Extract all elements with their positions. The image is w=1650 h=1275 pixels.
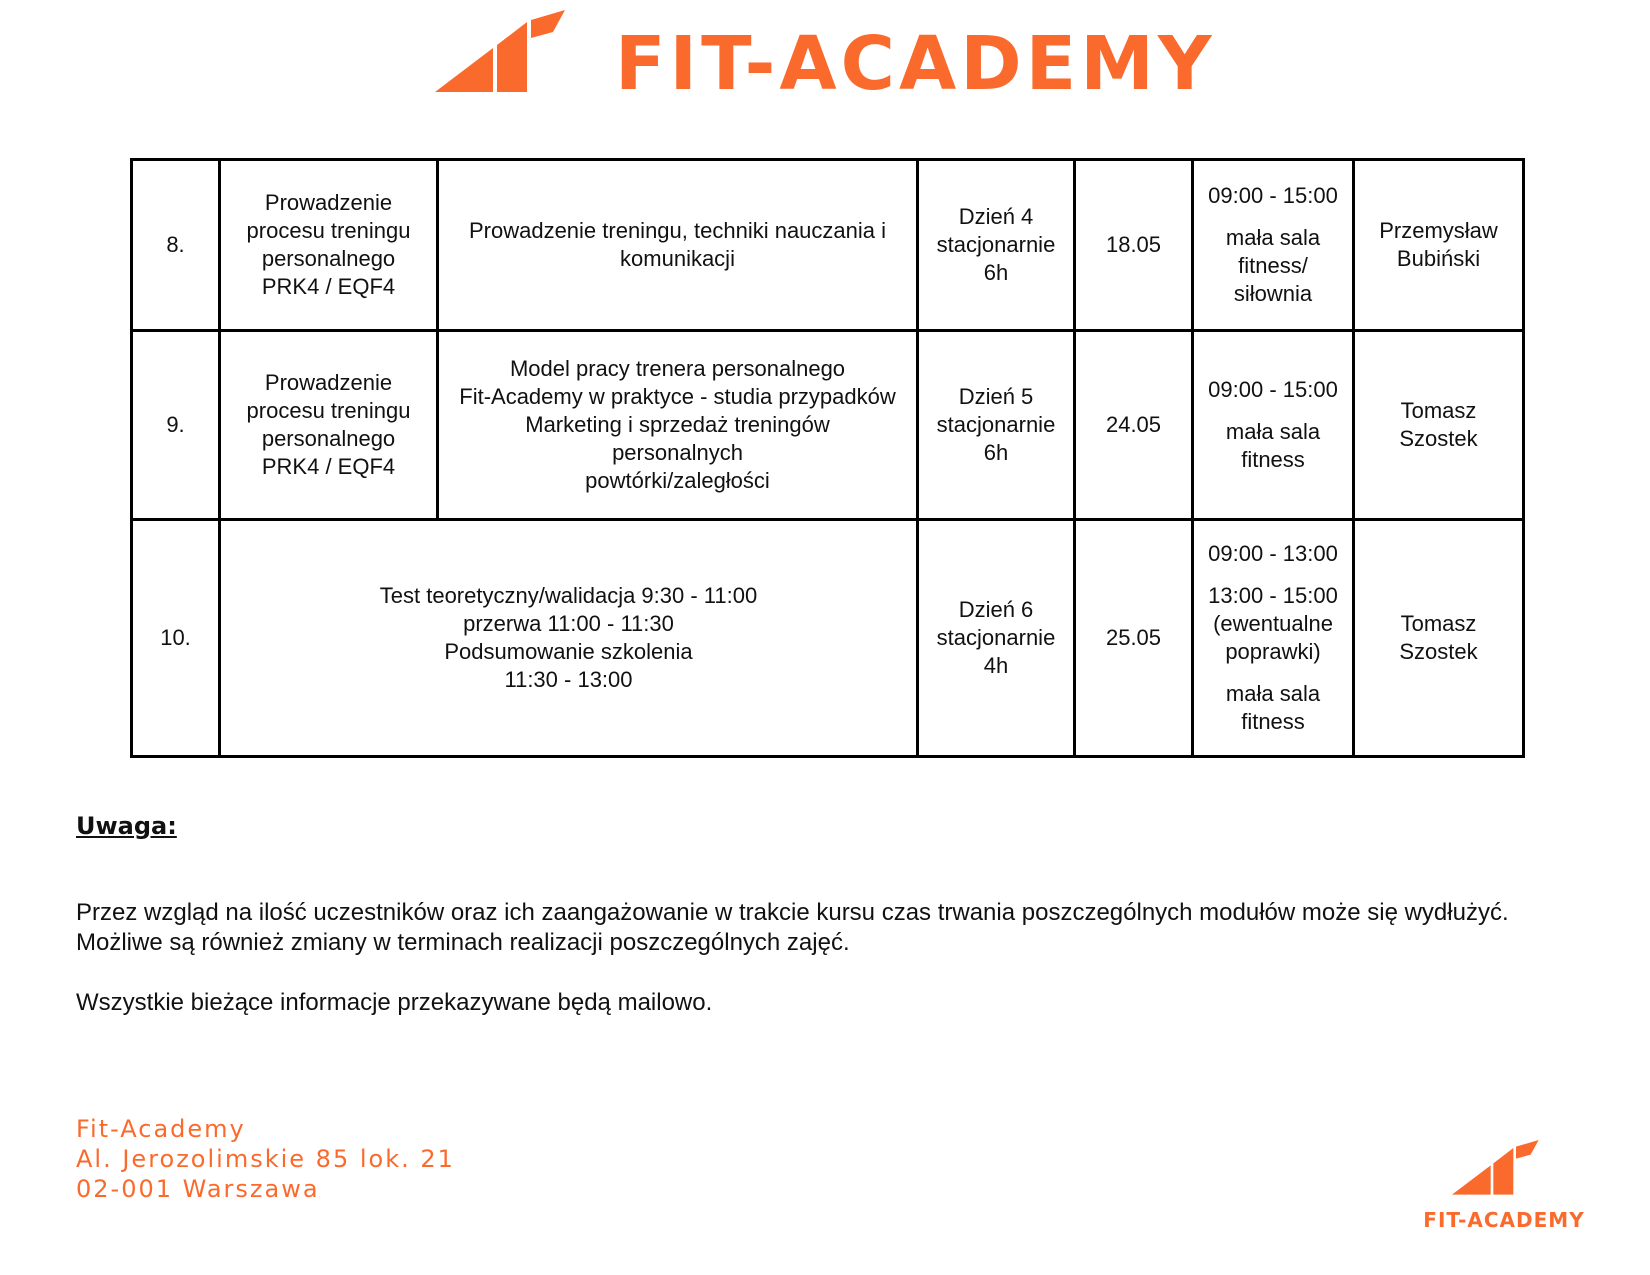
trainer-cell [1354, 160, 1524, 331]
topic-line: Test teoretyczny/walidacja 9:30 - 11:00 [379, 583, 758, 608]
module-cell [220, 160, 438, 331]
room-line: mała sala [1225, 681, 1321, 706]
topic-line: komunikacji [620, 246, 735, 271]
time-line: (ewentualne [1213, 611, 1333, 636]
topic-line: 11:30 - 13:00 [504, 667, 633, 692]
module-cell [220, 331, 438, 520]
note-line: Przez wzgląd na ilość uczestników oraz ich zaangażowanie w trakcie kursu czas trwania poszczególnych modułów może się wydłużyć. [76, 899, 1509, 926]
topic-line: Marketing i sprzedaż treningów [525, 412, 830, 437]
trainer-cell [1354, 331, 1524, 520]
row-number: 10. [132, 520, 220, 757]
time-room-cell [1193, 520, 1354, 757]
module-line: PRK4 / EQF4 [261, 454, 396, 479]
header-logo [435, 10, 1216, 107]
room-line: siłownia [1233, 281, 1313, 306]
topic-line: Fit-Academy w praktyce - studia przypadków [459, 384, 896, 409]
topics-cell [220, 520, 918, 757]
brand-wordmark: FIT-ACADEMY [615, 21, 1216, 107]
row-number: 9. [132, 331, 220, 520]
room-line: fitness [1241, 709, 1305, 734]
module-line: procesu treningu [246, 218, 411, 243]
trainer-line: Tomasz [1400, 611, 1477, 636]
trainer-line: Tomasz [1400, 398, 1477, 423]
day-line: stacjonarnie [936, 625, 1056, 650]
time-line: 09:00 - 15:00 [1208, 377, 1338, 402]
date-cell: 18.05 [1075, 160, 1193, 331]
date-cell: 25.05 [1075, 520, 1193, 757]
table-row [132, 331, 1524, 520]
table-row [132, 160, 1524, 331]
day-line: Dzień 6 [958, 597, 1034, 622]
day-line: stacjonarnie [936, 232, 1056, 257]
module-line: personalnego [261, 426, 396, 451]
module-line: personalnego [261, 246, 396, 271]
topic-line: przerwa 11:00 - 11:30 [463, 611, 674, 636]
address-line: Al. Jerozolimskie 85 lok. 21 [76, 1145, 455, 1173]
trainer-line: Przemysław [1379, 218, 1498, 243]
time-line: poprawki) [1225, 639, 1321, 664]
topics-cell [438, 160, 918, 331]
day-line: 4h [983, 653, 1009, 678]
fit-academy-logo-icon [435, 10, 585, 100]
note-line: Możliwe są również zmiany w terminach realizacji poszczególnych zajęć. [76, 929, 850, 956]
module-line: PRK4 / EQF4 [261, 274, 396, 299]
trainer-line: Szostek [1399, 639, 1478, 664]
time-line: 13:00 - 15:00 [1208, 583, 1338, 608]
schedule-table [130, 158, 1525, 758]
address-line: Fit-Academy [76, 1115, 246, 1143]
table-row [132, 520, 1524, 757]
fit-academy-logo-icon [1452, 1140, 1552, 1200]
day-line: Dzień 4 [958, 204, 1034, 229]
day-line: 6h [983, 260, 1009, 285]
module-line: procesu treningu [246, 398, 411, 423]
day-line: stacjonarnie [936, 412, 1056, 437]
day-cell [918, 520, 1075, 757]
time-room-cell [1193, 331, 1354, 520]
day-line: Dzień 5 [958, 384, 1034, 409]
room-line: fitness [1241, 447, 1305, 472]
footer-address [76, 1114, 455, 1204]
topics-cell [438, 331, 918, 520]
note-paragraph [76, 898, 1596, 958]
topic-line: Prowadzenie treningu, techniki nauczania i [468, 218, 887, 243]
time-line: 09:00 - 13:00 [1208, 541, 1338, 566]
time-line: 09:00 - 15:00 [1208, 183, 1338, 208]
room-line: mała sala [1225, 225, 1321, 250]
note-paragraph: Wszystkie bieżące informacje przekazywane będą mailowo. [76, 989, 713, 1016]
topic-line: Model pracy trenera personalnego [509, 356, 846, 381]
time-room-cell [1193, 160, 1354, 331]
footer-logo [1404, 1140, 1604, 1240]
day-cell [918, 160, 1075, 331]
module-line: Prowadzenie [264, 370, 393, 395]
trainer-line: Szostek [1399, 426, 1478, 451]
footer-wordmark: FIT-ACADEMY [1423, 1208, 1585, 1232]
day-cell [918, 331, 1075, 520]
topic-line: Podsumowanie szkolenia [444, 639, 693, 664]
room-line: mała sala [1225, 419, 1321, 444]
row-number: 8. [132, 160, 220, 331]
address-line: 02-001 Warszawa [76, 1175, 320, 1203]
day-line: 6h [983, 440, 1009, 465]
module-line: Prowadzenie [264, 190, 393, 215]
topic-line: powtórki/zaległości [585, 468, 770, 493]
room-line: fitness/ [1238, 253, 1308, 278]
topic-line: personalnych [612, 440, 743, 465]
trainer-line: Bubiński [1396, 246, 1481, 271]
note-heading: Uwaga: [76, 812, 177, 840]
date-cell: 24.05 [1075, 331, 1193, 520]
trainer-cell [1354, 520, 1524, 757]
